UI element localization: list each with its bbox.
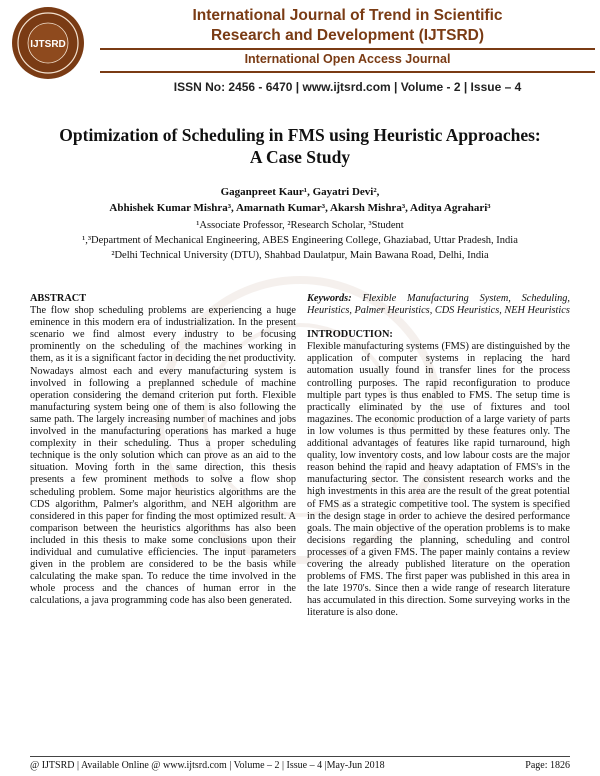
- page-number: Page: 1826: [525, 760, 570, 771]
- journal-name-line1: International Journal of Trend in Scientific: [192, 7, 503, 24]
- authors-line1: Gaganpreet Kaur¹, Gayatri Devi²,: [220, 186, 380, 198]
- abstract-heading: ABSTRACT: [30, 293, 87, 304]
- keywords-label: Keywords:: [307, 293, 352, 304]
- affiliation-1: ¹,³Department of Mechanical Engineering, ABES Engineering College, Ghaziabad, Uttar Pradesh, India: [82, 235, 518, 246]
- journal-name-line2: Research and Development (IJTSRD): [210, 27, 485, 44]
- abstract-text: The flow shop scheduling problems are experiencing a huge eminence in this modern era of industrialization. In the present scenario we find almost every industry to be focusing prominently on the scheduling of the machines working in them, as it is a significant factor in deciding the net productivity. Nowadays almost each and every manufacturing system is involved in following a preplanned schedule of machine operation considering the demand criterion put forth. Flexible manufacturing system being one of them is also following the same path. The largely increasing number of machines and jobs involved in the manufacturing operations has marked a huge complexity in their scheduling. Thus a proper scheduling technique is the only solution which can prove as an aid to the situation. Moving forth in the same direction, this thesis presents a few prominent methods to solve a flow shop scheduling problem. Some major heuristics algorithms are the CDS algorithm, Palmer's algorithm, and NEH algorithm are considered in this paper for finding the most optimized result. A comparison between the heuristics algorithms has also been included in this thesis to make some conclusions upon their individual and cumulative efficiencies. The input parameters given in the problem are considered to be the basis while calculating the make span. To reduce the time involved in the whole process and the chances of human error in the calculations, a java programming code has also been generated.: [30, 305, 296, 607]
- keywords-text: Flexible Manufacturing System, Scheduling, Heuristics, Palmer Heuristics, CDS Heuristics, NEH Heuristics: [307, 293, 570, 317]
- introduction-heading: INTRODUCTION:: [307, 329, 393, 341]
- footer-left: @ IJTSRD | Available Online @ www.ijtsrd.com | Volume – 2 | Issue – 4 |May-Jun 2018: [30, 760, 385, 771]
- header-divider-bottom: [100, 71, 595, 73]
- open-access-label: International Open Access Journal: [244, 52, 451, 66]
- author-roles: ¹Associate Professor, ²Research Scholar, ³Student: [196, 220, 404, 231]
- left-column: [30, 293, 296, 607]
- journal-seal-logo: [10, 5, 86, 81]
- title-line1: Optimization of Scheduling in FMS using Heuristic Approaches:: [59, 125, 541, 145]
- keywords-block: [307, 293, 570, 317]
- authors-line2: Abhishek Kumar Mishra³, Amarnath Kumar³, Akarsh Mishra³, Aditya Agrahari³: [109, 202, 491, 214]
- affiliation-2: ²Delhi Technical University (DTU), Shahbad Daulatpur, Main Bawana Road, Delhi, India: [111, 250, 489, 261]
- page-footer: [30, 756, 570, 771]
- title-line2: A Case Study: [249, 147, 351, 167]
- issn-line: ISSN No: 2456 - 6470 | www.ijtsrd.com | Volume - 2 | Issue – 4: [173, 80, 522, 94]
- right-column: [307, 293, 570, 619]
- svg-text:IJTSRD: IJTSRD: [30, 39, 66, 50]
- paper-title: [30, 124, 570, 168]
- header-divider-top: [100, 48, 595, 50]
- introduction-text: Flexible manufacturing systems (FMS) are distinguished by the application of computer systems in replacing the hard automation usually found in transfer lines for the process controlling purposes. The rapid reconfiguration to produce multiple part types is thus enabled to FMS. The setup time is practically eliminated by the use of fixtures and tool magazines. The economic production of a large variety of parts in low volumes is thus permitted by these features only. The additional advantages of features like rapid turnaround, high quality, low inventory costs, and low labour costs are the major reason behind the rapid and heavy adaptation of FMS's in the manufacturing sector. The consistent research works and the high investments in this area are the result of the great potential of FMS as a strategic competitive tool. The system is specified in the design stage in order to achieve the desired performance goals. The main objective of the operation problems is to make decisions regarding the planning, scheduling and control processes of a given FMS. The paper mainly contains a review covering the already published literature on the operation problems of FMS. The first paper was published in this area in the late 1970's. Since then a wide range of research literature has accumulated in this direction. Some surveying works in the literature is also done.: [307, 341, 570, 619]
